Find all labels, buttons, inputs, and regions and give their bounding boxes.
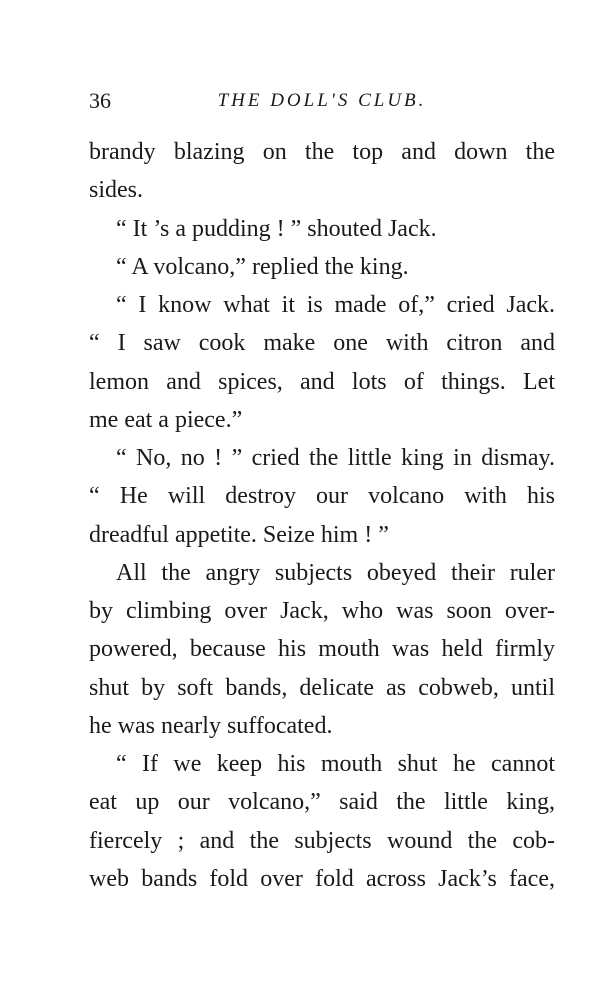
text-line: eat up our volcano,” said the little king, (89, 789, 555, 816)
page-header (89, 86, 555, 116)
text-line: “ It ’s a pudding ! ” shouted Jack. (116, 215, 437, 242)
text-line: All the angry subjects obeyed their ruler (116, 559, 555, 586)
text-line: “ I know what it is made of,” cried Jack. (116, 292, 555, 318)
text-line: me eat a piece.” (89, 406, 243, 433)
text-line: dreadful appetite. Seize him ! ” (89, 521, 389, 548)
body-text (89, 133, 555, 898)
text-line: “ He will destroy our volcano with his (89, 483, 555, 510)
text-line: “ I saw cook make one with citron and (89, 330, 555, 357)
text-line: “ No, no ! ” cried the little king in dismay. (116, 445, 555, 471)
page-number: 36 (89, 88, 111, 113)
text-line: powered, because his mouth was held firmly (89, 636, 555, 663)
text-line: sides. (89, 177, 143, 204)
text-line: he was nearly suffocated. (89, 712, 333, 739)
text-line: fiercely ; and the subjects wound the cob- (89, 827, 555, 854)
text-line: lemon and spices, and lots of things. Let (89, 368, 555, 395)
text-line: by climbing over Jack, who was soon over- (89, 598, 555, 624)
text-line: “ A volcano,” replied the king. (116, 253, 409, 280)
text-line: brandy blazing on the top and down the (89, 139, 555, 165)
running-title: THE DOLL'S CLUB. (217, 90, 427, 111)
text-line: web bands fold over fold across Jack’s face, (89, 865, 555, 892)
text-line: “ If we keep his mouth shut he cannot (116, 751, 555, 777)
text-line: shut by soft bands, delicate as cobweb, until (89, 674, 555, 701)
